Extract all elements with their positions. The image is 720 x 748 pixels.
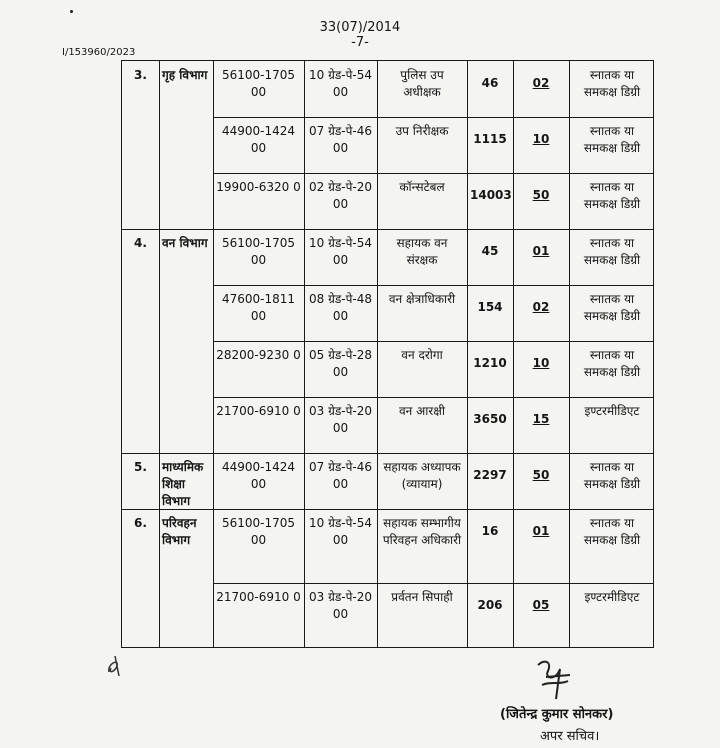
pay-scale-cell: 56100-1705 00 bbox=[221, 68, 296, 99]
qualification-cell: इण्टरमीडिएट bbox=[584, 404, 640, 418]
serial-cell: 3. bbox=[134, 68, 147, 82]
post-name-cell: वन दरोगा bbox=[401, 348, 443, 362]
serial-cell: 6. bbox=[134, 516, 147, 530]
total-posts-cell: 45 bbox=[481, 244, 499, 258]
scan-speck bbox=[70, 10, 73, 13]
qualification-cell: स्नातक या समकक्ष डिग्री bbox=[583, 124, 641, 155]
post-name-cell: प्रर्वतन सिपाही bbox=[391, 590, 453, 604]
total-posts-cell: 154 bbox=[477, 300, 503, 314]
department-cell: वन विभाग bbox=[162, 236, 208, 250]
total-posts-cell: 206 bbox=[477, 598, 503, 612]
column-divider bbox=[513, 61, 514, 647]
post-name-cell: पुलिस उप अधीक्षक bbox=[400, 68, 444, 99]
department-cell: माध्यमिक शिक्षा विभाग bbox=[162, 460, 204, 508]
post-name-cell: वन क्षेत्राधिकारी bbox=[388, 292, 456, 306]
total-posts-cell: 1115 bbox=[473, 132, 507, 146]
reserved-posts-cell: 05 bbox=[532, 598, 550, 612]
pay-scale-cell: 56100-1705 00 bbox=[221, 516, 296, 547]
qualification-cell: स्नातक या समकक्ष डिग्री bbox=[583, 68, 641, 99]
signatory-designation: अपर सचिव। bbox=[540, 729, 600, 744]
reserved-posts-cell: 01 bbox=[532, 244, 550, 258]
post-name-cell: सहायक सम्भागीय परिवहन अधिकारी bbox=[382, 516, 462, 547]
total-posts-cell: 3650 bbox=[473, 412, 507, 426]
reserved-posts-cell: 01 bbox=[532, 524, 550, 538]
reserved-posts-cell: 50 bbox=[532, 188, 550, 202]
reserved-posts-cell: 10 bbox=[532, 132, 550, 146]
pay-scale-cell: 44900-1424 00 bbox=[221, 460, 296, 491]
qualification-cell: स्नातक या समकक्ष डिग्री bbox=[583, 348, 641, 379]
grade-pay-cell: 10 ग्रेड-पे-54 00 bbox=[308, 516, 373, 547]
post-name-cell: कॉन्सटेबल bbox=[399, 180, 445, 194]
column-divider bbox=[569, 61, 570, 647]
pay-scale-cell: 21700-6910 0 bbox=[216, 590, 301, 604]
posts-table bbox=[121, 60, 654, 648]
qualification-cell: स्नातक या समकक्ष डिग्री bbox=[583, 460, 641, 491]
grade-pay-cell: 10 ग्रेड-पे-54 00 bbox=[308, 68, 373, 99]
pay-scale-cell: 47600-1811 00 bbox=[221, 292, 296, 323]
post-name-cell: सहायक वन संरक्षक bbox=[396, 236, 448, 267]
post-name-cell: सहायक अध्यापक (व्यायाम) bbox=[383, 460, 461, 491]
serial-cell: 5. bbox=[134, 460, 147, 474]
row-divider bbox=[213, 397, 653, 398]
row-divider bbox=[213, 173, 653, 174]
pay-scale-cell: 19900-6320 0 bbox=[216, 180, 301, 194]
row-divider bbox=[213, 285, 653, 286]
total-posts-cell: 2297 bbox=[473, 468, 507, 482]
qualification-cell: स्नातक या समकक्ष डिग्री bbox=[583, 292, 641, 323]
row-divider bbox=[122, 453, 653, 454]
post-name-cell: वन आरक्षी bbox=[398, 404, 446, 418]
initials-mark bbox=[105, 652, 129, 678]
total-posts-cell: 1210 bbox=[473, 356, 507, 370]
reserved-posts-cell: 10 bbox=[532, 356, 550, 370]
pay-scale-cell: 44900-1424 00 bbox=[221, 124, 296, 155]
grade-pay-cell: 03 ग्रेड-पे-20 00 bbox=[308, 404, 373, 435]
reserved-posts-cell: 02 bbox=[532, 300, 550, 314]
grade-pay-cell: 07 ग्रेड-पे-46 00 bbox=[308, 124, 373, 155]
signature bbox=[530, 655, 580, 700]
column-divider bbox=[213, 61, 214, 647]
row-divider bbox=[122, 509, 653, 510]
column-divider bbox=[467, 61, 468, 647]
grade-pay-cell: 10 ग्रेड-पे-54 00 bbox=[308, 236, 373, 267]
total-posts-cell: 14003 bbox=[470, 188, 512, 202]
signatory-name: (जितेन्द्र कुमार सोनकर) bbox=[500, 707, 614, 722]
post-name-cell: उप निरीक्षक bbox=[395, 124, 449, 138]
total-posts-cell: 16 bbox=[481, 524, 499, 538]
department-cell: परिवहन विभाग bbox=[162, 516, 197, 547]
grade-pay-cell: 07 ग्रेड-पे-46 00 bbox=[308, 460, 373, 491]
grade-pay-cell: 05 ग्रेड-पे-28 00 bbox=[308, 348, 373, 379]
total-posts-cell: 46 bbox=[481, 76, 499, 90]
pay-scale-cell: 21700-6910 0 bbox=[216, 404, 301, 418]
reserved-posts-cell: 50 bbox=[532, 468, 550, 482]
grade-pay-cell: 08 ग्रेड-पे-48 00 bbox=[308, 292, 373, 323]
page-number: -7- bbox=[351, 35, 369, 50]
column-divider bbox=[377, 61, 378, 647]
qualification-cell: स्नातक या समकक्ष डिग्री bbox=[583, 516, 641, 547]
grade-pay-cell: 03 ग्रेड-पे-20 00 bbox=[308, 590, 373, 621]
file-number: I/153960/2023 bbox=[62, 47, 136, 58]
gazette-reference: 33(07)/2014 bbox=[319, 20, 401, 35]
reserved-posts-cell: 02 bbox=[532, 76, 550, 90]
grade-pay-cell: 02 ग्रेड-पे-20 00 bbox=[308, 180, 373, 211]
serial-cell: 4. bbox=[134, 236, 147, 250]
reserved-posts-cell: 15 bbox=[532, 412, 550, 426]
qualification-cell: स्नातक या समकक्ष डिग्री bbox=[583, 236, 641, 267]
row-divider bbox=[213, 583, 653, 584]
pay-scale-cell: 56100-1705 00 bbox=[221, 236, 296, 267]
column-divider bbox=[159, 61, 160, 647]
row-divider bbox=[213, 341, 653, 342]
row-divider bbox=[122, 229, 653, 230]
qualification-cell: स्नातक या समकक्ष डिग्री bbox=[583, 180, 641, 211]
column-divider bbox=[304, 61, 305, 647]
qualification-cell: इण्टरमीडिएट bbox=[584, 590, 640, 604]
pay-scale-cell: 28200-9230 0 bbox=[216, 348, 301, 362]
department-cell: गृह विभाग bbox=[162, 68, 208, 82]
row-divider bbox=[213, 117, 653, 118]
